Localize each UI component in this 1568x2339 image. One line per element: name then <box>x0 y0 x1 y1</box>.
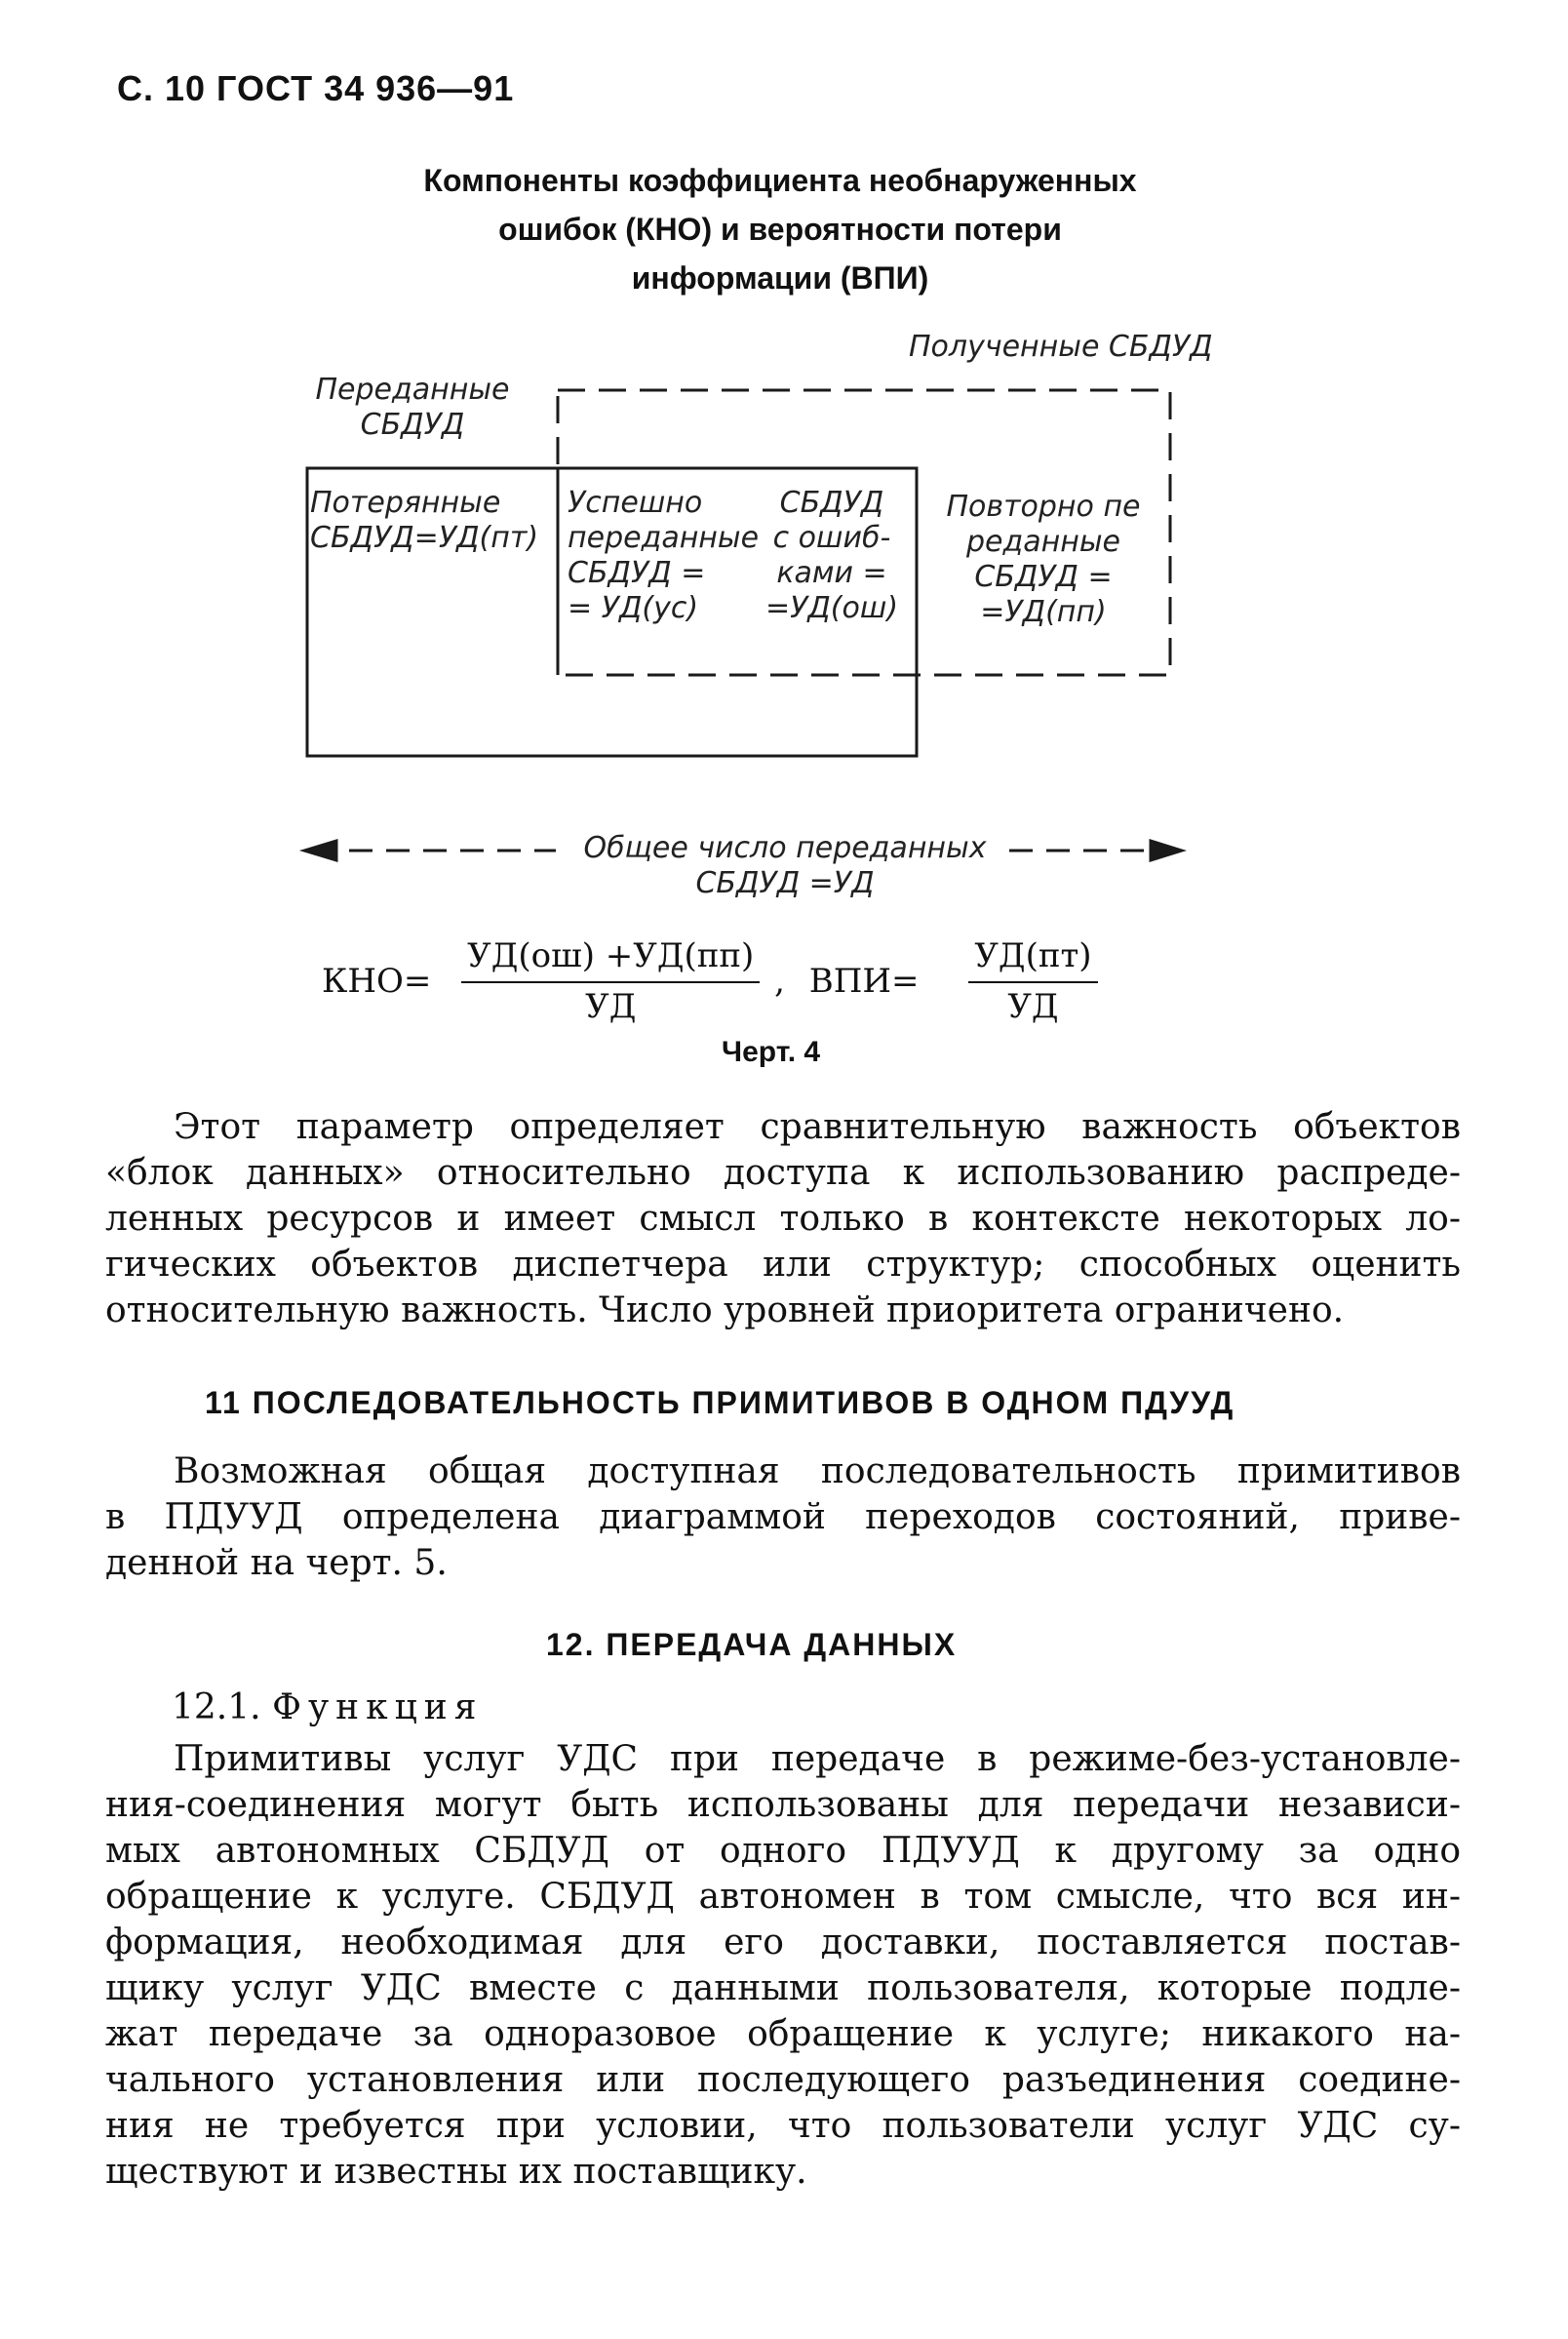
total-label-line: СБДУД =УД <box>695 866 875 900</box>
paragraph-line: щику услуг УДС вместе с данными пользователя, которые подле- <box>105 1968 1461 2008</box>
paragraph-line: Примитивы услуг УДС при передаче в режиме-без-установле- <box>174 1739 1461 1779</box>
formula <box>322 936 1098 1026</box>
paragraph-line: гических объектов диспетчера или структур; способных оценить <box>105 1245 1461 1285</box>
paragraph-line: мых автономных СБДУД от одного ПДУУД к другому за одно <box>105 1831 1461 1871</box>
repeat-label <box>931 490 1156 630</box>
kno-fraction <box>461 936 760 1026</box>
lost-label <box>310 486 538 556</box>
paragraph-line: в ПДУУД определена диаграммой переходов состояний, приве- <box>105 1497 1461 1537</box>
transmitted-label-line: СБДУД <box>360 408 465 442</box>
kno-denominator: УД <box>585 987 637 1026</box>
success-label-line: = УД(ус) <box>568 591 699 625</box>
received-label: Полученные СБДУД <box>909 330 1213 364</box>
formula-comma: , <box>774 962 785 1001</box>
paragraph-line: ленных ресурсов и имеет смысл только в контексте некоторых ло- <box>105 1199 1461 1239</box>
paragraph <box>105 1104 1461 1333</box>
paragraph-line: денной на черт. 5. <box>105 1543 448 1583</box>
page-header: С. 10 ГОСТ 34 936—91 <box>117 68 515 108</box>
lost-label-line: СБДУД=УД(пт) <box>310 521 539 555</box>
vpi-lhs: ВПИ= <box>808 962 920 1001</box>
diagram-title-line: информации (ВПИ) <box>631 260 929 296</box>
diagram-title-line: Компоненты коэффициента необнаруженных <box>423 163 1137 198</box>
repeat-label-line: =УД(пп) <box>980 595 1107 629</box>
success-label <box>568 486 759 626</box>
arrowhead-right-icon <box>1151 841 1182 860</box>
total-label <box>570 831 1000 901</box>
paragraph-line: Возможная общая доступная последовательность примитивов <box>174 1451 1461 1491</box>
lost-label-line: Потерянные <box>310 486 501 520</box>
repeat-label-line: реданные <box>966 525 1120 559</box>
paragraph-line: Этот параметр определяет сравнительную важность объектов <box>174 1107 1461 1147</box>
subsection-heading <box>172 1687 483 1727</box>
paragraph-line: относительную важность. Число уровней приоритета ограничено. <box>105 1290 1345 1330</box>
paragraph-line: обращение к услуге. СБДУД автономен в том смысле, что вся ин- <box>105 1877 1461 1917</box>
transmitted-label <box>310 373 515 443</box>
success-label-line: переданные <box>568 521 760 555</box>
vpi-fraction <box>968 936 1097 1026</box>
section-12-text <box>105 1736 1461 2195</box>
paragraph-line: чального установления или последующего разъединения соедине- <box>105 2060 1461 2100</box>
paragraph-line: формация, необходимая для его доставки, поставляется постав- <box>105 1923 1461 1962</box>
diagram-title-line: ошибок (КНО) и вероятности потери <box>498 212 1062 247</box>
paragraph-line: жат передаче за одноразовое обращение к услуге; никакого на- <box>105 2014 1461 2054</box>
arrowhead-left-icon <box>304 841 336 860</box>
success-label-line: СБДУД = <box>568 556 706 590</box>
success-label-line: Успешно <box>568 486 703 520</box>
repeat-label-line: Повторно пе <box>946 490 1141 524</box>
vpi-denominator: УД <box>1007 987 1059 1026</box>
section-11-text <box>105 1448 1461 1586</box>
transmitted-label-line: Переданные <box>315 373 510 407</box>
error-label-line: с ошиб- <box>772 521 891 555</box>
error-label <box>759 486 905 626</box>
error-label-line: =УД(ош) <box>764 591 899 625</box>
paragraph-line: ществуют и известны их поставщику. <box>105 2152 807 2192</box>
paragraph-line: ния-соединения могут быть использованы для передачи независи- <box>105 1785 1461 1825</box>
paragraph-line: «блок данных» относительно доступа к использованию распреде- <box>105 1153 1461 1193</box>
subsection-title: Функция <box>272 1687 484 1727</box>
subsection-number: 12.1. <box>172 1687 261 1727</box>
vpi-numerator: УД(пт) <box>968 936 1097 983</box>
total-label-line: Общее число переданных <box>583 831 987 865</box>
kno-numerator: УД(ош) +УД(пп) <box>461 936 760 983</box>
repeat-label-line: СБДУД = <box>974 560 1113 594</box>
figure-caption: Черт. 4 <box>722 1036 821 1068</box>
section-title: 12. ПЕРЕДАЧА ДАННЫХ <box>546 1627 958 1662</box>
paragraph-line: ния не требуется при условии, что пользователи услуг УДС су- <box>105 2106 1461 2146</box>
section-title: 11 ПОСЛЕДОВАТЕЛЬНОСТЬ ПРИМИТИВОВ В ОДНОМ ПДУУД <box>205 1385 1235 1420</box>
error-label-line: ками = <box>776 556 887 590</box>
kno-lhs: КНО= <box>322 962 432 1001</box>
error-label-line: СБДУД <box>779 486 884 520</box>
